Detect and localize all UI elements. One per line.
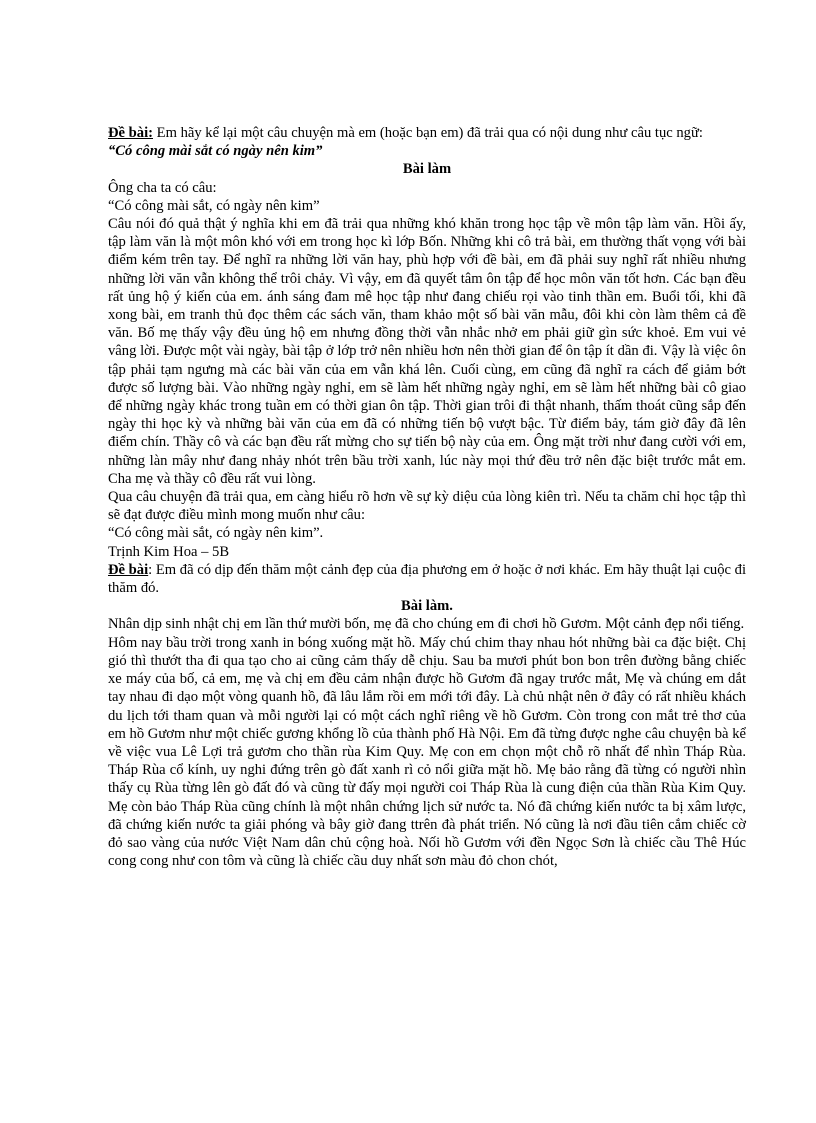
essay1-heading: Bài làm — [402, 161, 452, 178]
essay2-paragraph-2: Hôm nay bầu trời trong xanh in bóng xuống mặt hồ. Mấy chú chim thay nhau hót những bài ca đặc biệt. Chị gió thì thướt tha đi qua tạo cho ai cũng cảm thấy dễ chịu. Sau ba mươi phút bon bon trên đường bằng chiếc xe máy của bố, cả em, mẹ và chị em đều cảm nhận được hồ Gươm đã ngay trước mắt, Mẹ và chúng em dắt tay nhau đi dạo một vòng quanh hồ, đã lâu lắm rồi em mới tới đây. Là chủ nhật nên ở đây có rất nhiều khách du lịch tới tham quan và mỗi người lại có một cách nghĩ riêng về hồ Gươm. Còn trong con mắt trẻ thơ của em hồ Gươm như một chiếc gương khổng lồ của thành phố Hà Nội. Em đã từng được nghe câu chuyện bà kể về việc vua Lê Lợi trả gươm cho thần rùa Kim Quy. Mẹ con em chọn một chỗ rõ nhất để nhìn Tháp Rùa. Tháp Rùa cổ kính, uy nghi đứng trên gò đất xanh rì cỏ nổi giữa mặt hồ. Mẹ bảo rằng đã từng có người nhìn thấy cụ Rùa từng lên gò đất đó và cũng từ đấy mọi người coi Tháp Rùa là cung điện của thần Rùa Kim Quy. Mẹ còn bảo Tháp Rùa cũng chính là một nhân chứng lịch sử nước ta. Nó đã chứng kiến nước ta bị xâm lược, đã chứng kiến nước ta giải phóng và bây giờ đang ttrên đà phát triển. Nó cũng là nơi đầu tiên cắm chiếc cờ đỏ sao vàng của nước Việt Nam dân chủ cộng hoà. Nối hồ Gươm với đền Ngọc Sơn là chiếc cầu Thê Húc cong cong như con tôm và cũng là chiếc cầu duy nhất sơn màu đỏ chon chót, — [108, 634, 746, 870]
essay1-intro: Ông cha ta có câu: — [108, 179, 217, 196]
essay2-heading: Bài làm. — [401, 598, 453, 615]
essay1-proverb: “Có công mài sắt có ngày nên kim” — [108, 143, 323, 160]
essay2-prompt-label: Đề bài — [108, 561, 149, 578]
essay1-prompt — [108, 124, 746, 142]
essay1-prompt-label: Đề bài: — [108, 125, 153, 141]
essay1-quote: “Có công mài sắt, có ngày nên kim” — [108, 197, 320, 214]
essay2-prompt-text: : Em đã có dịp đến thăm một cảnh đẹp của địa phương em ở hoặc ở nơi khác. Em hãy thuật lại cuộc đi thăm đó. — [108, 561, 746, 597]
essay2-prompt — [108, 561, 746, 597]
essay1-body: Câu nói đó quả thật ý nghĩa khi em đã trải qua những khó khăn trong học tập về môn tập làm văn. Hồi ấy, tập làm văn là một môn khó với em trong học kì lớp Bốn. Những khi cô trả bài, em thường thất vọng với bài điểm kém trên tay. Để nghĩ ra những lời văn hay, phù hợp với đề bài, em đã phải suy nghĩ rất nhiều nhưng những lời văn vẫn không thể trôi chảy. Vì vậy, em đã quyết tâm ôn tập để học môn văn tốt hơn. Các bạn đều rất ủng hộ ý kiến của em. ánh sáng đam mê học tập như đang chiếu rọi vào tinh thần em. Buổi tối, khi đã xong bài, em tranh thủ đọc thêm các sách văn, tham khảo một số bài văn mẫu, đôi khi còn làm thêm cả đề văn. Bố mẹ thấy vậy đều ủng hộ em nhưng đồng thời vẫn nhắc nhở em phải giữ gìn sức khoẻ. Em vui vẻ vâng lời. Được một vài ngày, bài tập ở lớp trở nên nhiều hơn nên thời gian để ôn tập ít dần đi. Vậy là việc ôn tập phải tạm ngưng mà các bài văn của em vẫn khá lên. Cuối cùng, em cũng đã nghĩ ra cách để giảm bớt được số lượng bài. Vào những ngày nghỉ, em sẽ làm hết những ngày nghỉ, em sẽ làm hết những bài cô giao để những ngày khác trong tuần em có thời gian ôn tập. Thời gian trôi đi thật nhanh, thấm thoát cũng sắp đến ngày thi học kỳ và những bài văn của em đã có những tiến bộ vượt bậc. Từ điểm bảy, tám giờ đây đã lên điểm chín. Thầy cô và các bạn đều rất mừng cho sự tiến bộ này của em. Ông mặt trời như đang cười với em, những làn mây như đang nhảy nhót trên bầu trời xanh, lúc này mọi thứ đều trở nên đặc biệt trước mắt em. Cha mẹ và thầy cô đều rất vui lòng. — [108, 216, 746, 487]
essay1-conclusion: Qua câu chuyện đã trải qua, em càng hiểu rõ hơn về sự kỳ diệu của lòng kiên trì. Nếu ta chăm chỉ học tập thì sẽ đạt được điều mình mong muốn như câu: — [108, 489, 746, 524]
document-page — [108, 124, 746, 870]
essay1-author: Trịnh Kim Hoa – 5B — [108, 543, 230, 560]
essay1-closing-quote: “Có công mài sắt, có ngày nên kim”. — [108, 525, 324, 542]
essay1-prompt-text: Em hãy kể lại một câu chuyện mà em (hoặc bạn em) đã trải qua có nội dung như câu tục ngữ: — [153, 125, 703, 141]
essay2-paragraph-1: Nhân dịp sinh nhật chị em lần thứ mười bốn, mẹ đã cho chúng em đi chơi hồ Gươm. Một cảnh đẹp nổi tiếng. — [108, 616, 745, 633]
